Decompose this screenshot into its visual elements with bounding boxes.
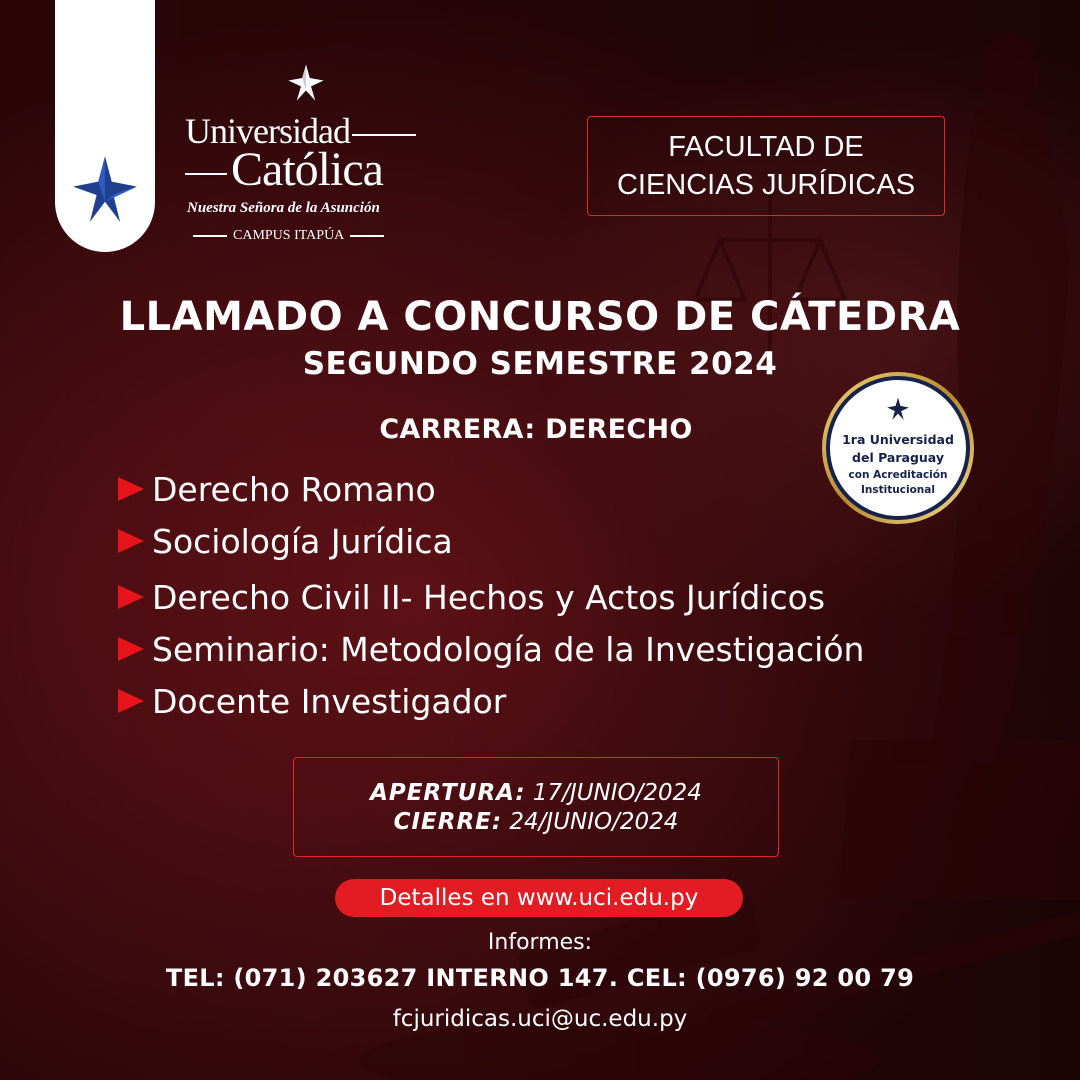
badge-line-4: Institucional [861,484,935,496]
logo-line-4: CAMPUS ITAPÚA [187,228,390,244]
accreditation-badge [822,372,974,524]
contact-email[interactable]: fcjuridicas.uci@uc.edu.py [392,1006,688,1032]
badge-line-1: 1ra Universidad [842,432,954,447]
opening-date: APERTURA: 17/JUNIO/2024 [370,780,702,806]
logo-line-3: Nuestra Señora de la Asunción [187,200,380,216]
triangle-bullet-icon [118,529,144,553]
star-icon [285,62,327,104]
list-item: Sociología Jurídica [118,522,453,561]
list-item: Derecho Civil II- Hechos y Actos Jurídicos [118,578,825,617]
faculty-line-2: CIENCIAS JURÍDICAS [616,169,916,201]
contact-label: Informes: [487,930,593,955]
list-item: Seminario: Metodología de la Investigación [118,630,864,669]
badge-line-2: del Paraguay [852,450,944,465]
star-icon [885,396,911,422]
contact-phones: TEL: (071) 203627 INTERNO 147. CEL: (0976) 92 00 79 [165,964,915,992]
faculty-box [587,116,945,216]
dates-box [293,757,779,857]
star-icon [63,148,147,232]
list-item: Derecho Romano [118,470,436,509]
logo-line-1: Universidad [185,110,416,152]
logo-line-2: Católica [185,142,383,197]
faculty-line-1: FACULTAD DE [668,131,864,163]
career-heading: CARRERA: DERECHO [379,414,693,445]
details-link[interactable]: Detalles en www.uci.edu.py [335,879,743,917]
triangle-bullet-icon [118,689,144,713]
triangle-bullet-icon [118,585,144,609]
sub-title: SEGUNDO SEMESTRE 2024 [302,346,778,382]
main-title: LLAMADO A CONCURSO DE CÁTEDRA [119,294,961,340]
closing-date: CIERRE: 24/JUNIO/2024 [393,809,679,835]
triangle-bullet-icon [118,637,144,661]
badge-line-3: con Acreditación [848,469,948,481]
logo-tab [55,0,155,252]
list-item: Docente Investigador [118,682,506,721]
triangle-bullet-icon [118,477,144,501]
